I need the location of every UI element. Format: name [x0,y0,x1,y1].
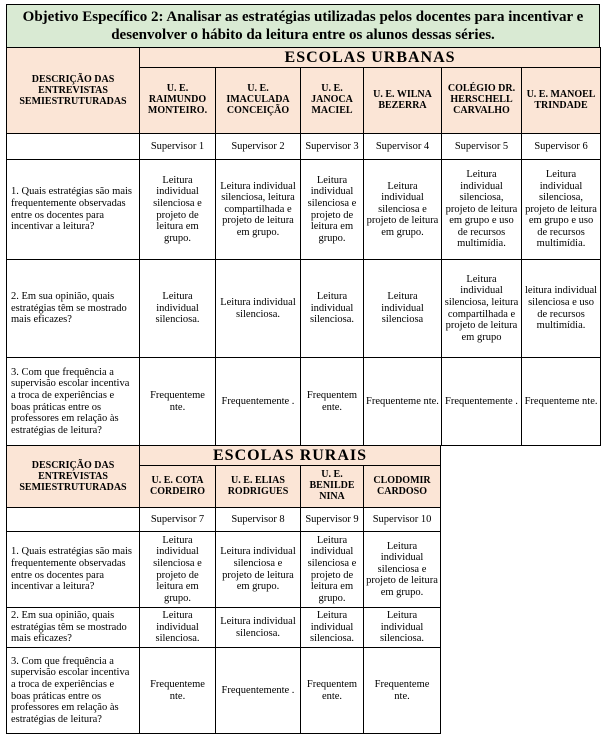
empty-cell [7,134,140,160]
urban-desc-header: DESCRIÇÃO DAS ENTREVISTAS SEMIESTRUTURADAS [7,48,140,134]
empty-cell [7,508,140,532]
table-row [7,532,441,608]
school-header: U. E. WILNA BEZERRA [364,68,442,134]
document-table [6,4,600,734]
answer-cell: Leitura individual silenciosa e projeto de leitura em grupo. [301,160,364,260]
table-row [7,648,441,734]
school-header: COLÉGIO DR. HERSCHELL CARVALHO [442,68,522,134]
supervisor-label: Supervisor 4 [364,134,442,160]
question-cell: 2. Em sua opinião, quais estratégias têm se mostrado mais eficazes? [7,608,140,648]
table-row [7,160,601,260]
rural-desc-header: DESCRIÇÃO DAS ENTREVISTAS SEMIESTRUTURADAS [7,446,140,508]
question-cell: 1. Quais estratégias são mais frequentemente observadas entre os docentes para incentivar a leitura? [7,160,140,260]
answer-cell: Frequentem ente. [301,648,364,734]
answer-cell: Leitura individual silenciosa. [301,608,364,648]
answer-cell: Frequenteme nte. [522,358,601,446]
rural-section-title: ESCOLAS RURAIS [140,446,441,466]
question-cell: 3. Com que frequência a supervisão escolar incentiva a troca de experiências e boas práticas entre os professores em relação às estratégias de leitura? [7,648,140,734]
answer-cell: Frequenteme nte. [364,648,441,734]
urban-section-title: ESCOLAS URBANAS [140,48,601,68]
supervisor-label: Supervisor 7 [140,508,216,532]
supervisor-label: Supervisor 9 [301,508,364,532]
question-cell: 3. Com que frequência a supervisão escolar incentiva a troca de experiências e boas práticas entre os professores em relação às estratégias de leitura? [7,358,140,446]
table-row [7,608,441,648]
supervisor-label: Supervisor 10 [364,508,441,532]
answer-cell: Frequenteme nte. [364,358,442,446]
answer-cell: Leitura individual silenciosa. [216,260,301,358]
answer-cell: Leitura individual silenciosa e projeto de leitura em grupo. [216,532,301,608]
answer-cell: Leitura individual silenciosa e projeto de leitura em grupo. [140,160,216,260]
answer-cell: Leitura individual silenciosa. [364,608,441,648]
answer-cell: Leitura individual silenciosa [364,260,442,358]
answer-cell: Frequenteme nte. [140,648,216,734]
school-header: U. E. JANOCA MACIEL [301,68,364,134]
table-row [7,358,601,446]
urban-schools-table [6,47,601,446]
answer-cell: Frequentem ente. [301,358,364,446]
answer-cell: leitura individual silenciosa e uso de recursos multimídia. [522,260,601,358]
rural-schools-table [6,445,441,734]
answer-cell: Leitura individual silenciosa e projeto de leitura em grupo. [140,532,216,608]
answer-cell: Leitura individual silenciosa. [301,260,364,358]
supervisor-label: Supervisor 2 [216,134,301,160]
objective-title: Objetivo Específico 2: Analisar as estratégias utilizadas pelos docentes para incentivar e desenvolver o hábito da leitura entre os alunos dessas séries. [6,4,600,48]
answer-cell: Leitura individual silenciosa. [216,608,301,648]
supervisor-label: Supervisor 6 [522,134,601,160]
answer-cell: Leitura individual silenciosa. [140,608,216,648]
supervisor-label: Supervisor 3 [301,134,364,160]
school-header: U. E. ELIAS RODRIGUES [216,466,301,508]
supervisor-label: Supervisor 5 [442,134,522,160]
supervisor-label: Supervisor 8 [216,508,301,532]
answer-cell: Leitura individual silenciosa, projeto de leitura em grupo e uso de recursos multimídia. [442,160,522,260]
answer-cell: Leitura individual silenciosa, projeto de leitura em grupo e uso de recursos multimídia. [522,160,601,260]
school-header: CLODOMIR CARDOSO [364,466,441,508]
school-header: U. E. COTA CORDEIRO [140,466,216,508]
supervisor-label: Supervisor 1 [140,134,216,160]
answer-cell: Leitura individual silenciosa e projeto de leitura em grupo. [364,160,442,260]
school-header: U. E. RAIMUNDO MONTEIRO. [140,68,216,134]
answer-cell: Leitura individual silenciosa e projeto de leitura em grupo. [364,532,441,608]
answer-cell: Leitura individual silenciosa e projeto de leitura em grupo. [301,532,364,608]
table-row [7,260,601,358]
answer-cell: Frequenteme nte. [140,358,216,446]
school-header: U. E. MANOEL TRINDADE [522,68,601,134]
school-header: U. E. IMACULADA CONCEIÇÃO [216,68,301,134]
school-header: U. E. BENILDE NINA [301,466,364,508]
answer-cell: Leitura individual silenciosa, leitura compartilhada e projeto de leitura em grupo [442,260,522,358]
answer-cell: Leitura individual silenciosa, leitura compartilhada e projeto de leitura em grupo. [216,160,301,260]
question-cell: 2. Em sua opinião, quais estratégias têm se mostrado mais eficazes? [7,260,140,358]
answer-cell: Frequentemente . [216,358,301,446]
answer-cell: Frequentemente . [216,648,301,734]
answer-cell: Leitura individual silenciosa. [140,260,216,358]
question-cell: 1. Quais estratégias são mais frequentemente observadas entre os docentes para incentivar a leitura? [7,532,140,608]
answer-cell: Frequentemente . [442,358,522,446]
